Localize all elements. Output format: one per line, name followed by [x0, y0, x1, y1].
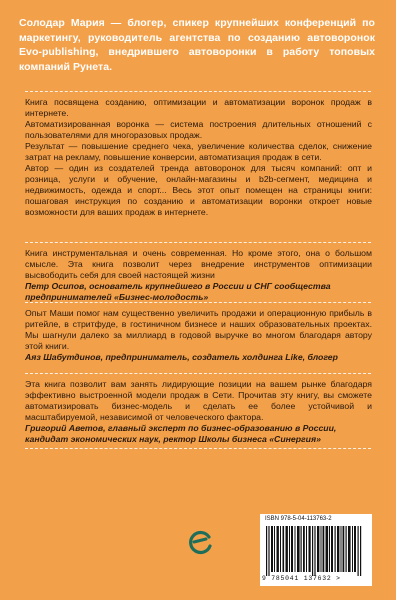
separator — [25, 91, 371, 92]
description-paragraph: Автор — один из создателей тренда автоворонок для тысяч компаний: опт и розница, услуги и обучение, онлайн-магазины и b2b-сегмент, медицина и недвижимость, одежда и спорт... Весь этот опыт помещен на страницы книги: пошаговая инструкция по созданию и автоматизации воронки откроет новые возможности для ваших продаж в интернете. — [25, 163, 372, 217]
page-edge — [396, 0, 400, 600]
review-author: Аяз Шабутдинов, предприниматель, создатель холдинга Like, блогер — [25, 352, 338, 362]
description-paragraph: Книга посвящена созданию, оптимизации и автоматизации воронок продаж в интернете. — [25, 97, 372, 118]
barcode-number: 9 785041 137632 > — [262, 575, 341, 582]
author-bio: Солодар Мария — блогер, спикер крупнейших конференций по маркетингу, руководитель агентства по созданию автоворонок Evo-publishing, внедрившего автоворонки в работу топовых компаний Рунета. — [19, 17, 375, 73]
separator — [25, 302, 371, 303]
separator — [25, 242, 371, 243]
review-text: Опыт Маши помог нам существенно увеличить продажи и операционную прибыль в ритейле, в стритфуде, в гостиничном бизнесе и наших образовательных проектах. Мы шагнули далеко за миллиард в годовой выручке во многом благодаря автору этой книги. — [25, 308, 372, 351]
book-description — [25, 97, 372, 218]
barcode — [260, 514, 372, 586]
barcode-bars — [266, 526, 366, 576]
review-2 — [25, 308, 372, 363]
review-1 — [25, 248, 372, 303]
separator — [25, 448, 371, 449]
separator — [25, 373, 371, 374]
review-author: Петр Осипов, основатель крупнейшего в России и СНГ сообщества предпринимателей «Бизнес-молодость» — [25, 281, 331, 302]
review-3 — [25, 379, 372, 445]
review-author: Григорий Аветов, главный эксперт по бизнес-образованию в России, кандидат экономических наук, ректор Школы бизнеса «Синергия» — [25, 423, 337, 444]
publisher-logo-icon — [188, 529, 214, 555]
description-paragraph: Автоматизированная воронка — система построения длительных отношений с пользователями для многоразовых продаж. — [25, 119, 372, 140]
isbn-label: ISBN 978-5-04-113763-2 — [265, 516, 332, 522]
description-paragraph: Результат — повышение среднего чека, увеличение количества сделок, снижение затрат на рекламу, повышение конверсии, автоматизация продаж в сети. — [25, 141, 372, 162]
review-text: Эта книга позволит вам занять лидирующие позиции на вашем рынке благодаря эффективно выстроенной модели продаж в Сети. Прочитав эту книгу, вы сможете автоматизировать бизнес-модель и сделать ее более устойчивой и масштабируемой, независимой от человеческого фактора. — [25, 379, 372, 422]
review-text: Книга инструментальная и очень современная. Но кроме этого, она о большом смысле. Эта книга позволит через внедрение инструментов оптимизации высвободить себя для своей настоящей жизни — [25, 248, 372, 280]
